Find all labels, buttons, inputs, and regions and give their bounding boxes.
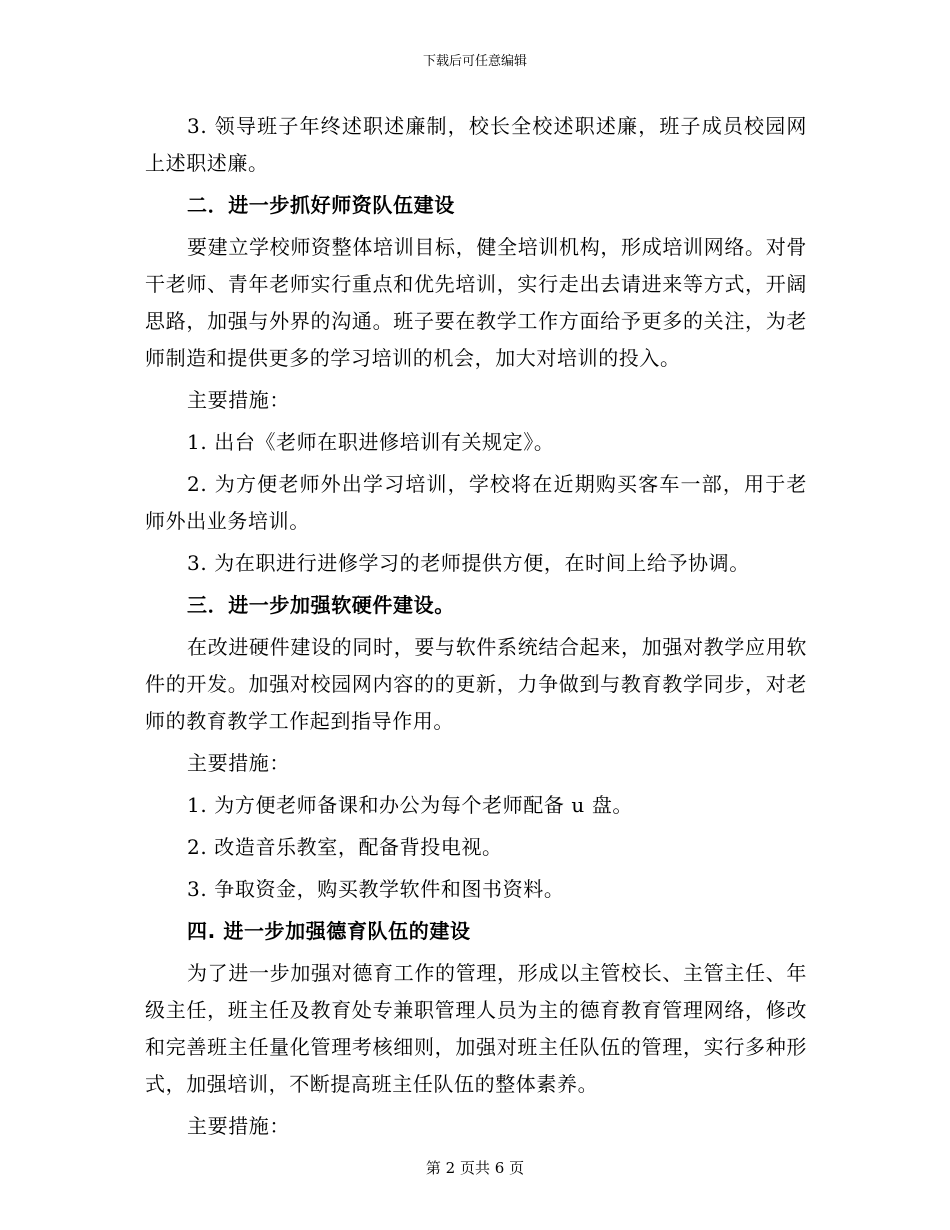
- paragraph-software-hardware: 在改进硬件建设的同时，要与软件系统结合起来，加强对教学应用软件的开发。加强对校园网内容的的更新，力争做到与教育教学同步，对老师的教育教学工作起到指导作用。: [145, 635, 807, 733]
- measure-item-2: 2. 改造音乐教室，配备背投电视。: [187, 835, 503, 859]
- measures-label: 主要措施：: [187, 388, 290, 412]
- paragraph-item-3-leadership-review: 3. 领导班子年终述职述廉制，校长全校述职述廉，班子成员校园网上述职述廉。: [145, 114, 807, 175]
- section-heading-2: 二．进一步抓好师资队伍建设: [187, 193, 455, 217]
- measure-item-1: 1. 为方便老师备课和办公为每个老师配备 u 盘。: [187, 793, 634, 817]
- document-body: [145, 108, 807, 1145]
- measure-item-3: 3. 为在职进行进修学习的老师提供方便，在时间上给予协调。: [187, 551, 750, 575]
- measures-label: 主要措施：: [187, 1114, 290, 1138]
- page-header: 下载后可任意编辑: [422, 54, 527, 69]
- measure-item-2: 2. 为方便老师外出学习培训，学校将在近期购买客车一部，用于老师外出业务培训。: [145, 472, 807, 533]
- section-heading-4: 四. 进一步加强德育队伍的建设: [187, 919, 471, 943]
- paragraph-teacher-training: 要建立学校师资整体培训目标，健全培训机构，形成培训网络。对骨干老师、青年老师实行重点和优先培训，实行走出去请进来等方式，开阔思路，加强与外界的沟通。班子要在教学工作方面给予更多的关注，为老师制造和提供更多的学习培训的机会，加大对培训的投入。: [145, 235, 807, 370]
- section-heading-3: 三．进一步加强软硬件建设。: [187, 593, 455, 617]
- measure-item-1: 1. 出台《老师在职进修培训有关规定》。: [187, 430, 555, 454]
- measure-item-3: 3. 争取资金，购买教学软件和图书资料。: [187, 877, 565, 901]
- measures-label: 主要措施：: [187, 751, 290, 775]
- paragraph-moral-education: 为了进一步加强对德育工作的管理，形成以主管校长、主管主任、年级主任，班主任及教育处专兼职管理人员为主的德育教育管理网络，修改和完善班主任量化管理考核细则，加强对班主任队伍的管理，实行多种形式，加强培训，不断提高班主任队伍的整体素养。: [145, 961, 807, 1096]
- page-number-footer: 第 2 页共 6 页: [425, 1159, 525, 1177]
